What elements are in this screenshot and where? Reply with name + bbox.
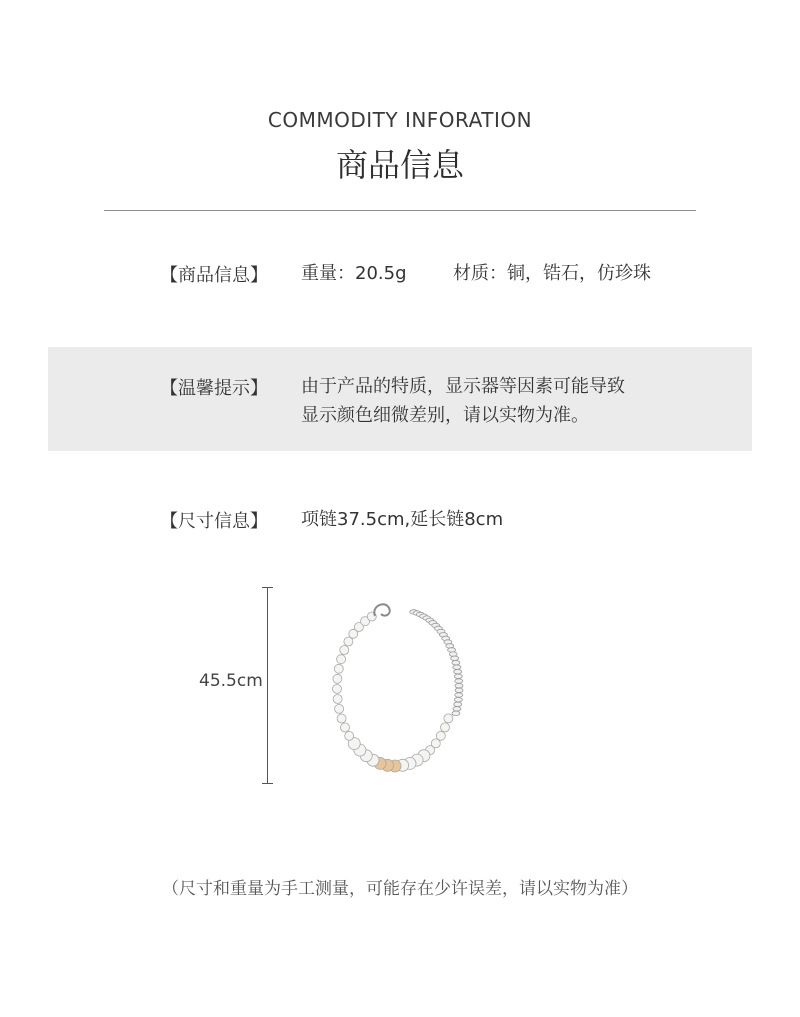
pearl-bead (337, 655, 346, 664)
chain-link (454, 702, 462, 706)
tip-line-1: 由于产品的特质，显示器等因素可能导致 (301, 376, 625, 397)
necklace-chain (410, 610, 463, 716)
tip-label: 【温馨提示】 (160, 378, 268, 399)
title-chinese: 商品信息 (335, 146, 464, 184)
chain-link (452, 711, 460, 715)
pearl-bead (334, 664, 343, 673)
material-text: 材质：铜，锆石，仿珍珠 (453, 263, 651, 284)
clasp-hook (374, 604, 389, 616)
pearl-bead (335, 704, 344, 713)
chain-link (455, 688, 463, 692)
pearl-bead (333, 695, 342, 704)
chain-link (448, 648, 456, 652)
chain-link (451, 656, 459, 660)
pearl-bead (333, 684, 342, 693)
pearl-bead (444, 714, 453, 723)
chain-link (449, 652, 457, 656)
height-scale-line (267, 587, 268, 783)
title-divider (104, 210, 696, 211)
chain-link (453, 665, 461, 669)
pearl-bead (345, 731, 354, 740)
tip-line-2: 显示颜色细微差别，请以实物为准。 (301, 405, 589, 426)
chain-link (454, 674, 462, 678)
product-info-label: 【商品信息】 (160, 265, 268, 286)
pearl-bead (337, 714, 346, 723)
title-english: COMMODITY INFORATION (267, 108, 533, 132)
pearl-bead (333, 674, 342, 683)
pearl-bead (341, 723, 350, 732)
chain-link (455, 684, 463, 688)
size-info-label: 【尺寸信息】 (160, 511, 268, 532)
size-info-text: 项链37.5cm,延长链8cm (301, 509, 504, 530)
height-label: 45.5cm (199, 671, 263, 691)
chain-link (453, 707, 461, 711)
pearl-bead (441, 723, 450, 732)
pearl-bead (340, 646, 349, 655)
chain-link (454, 670, 462, 674)
weight-text: 重量：20.5g (301, 263, 407, 284)
necklace-pearls (333, 612, 453, 772)
chain-link (454, 698, 462, 702)
height-scale-bottom-cap (262, 783, 273, 784)
measurement-note: （尺寸和重量为手工测量，可能存在少许误差，请以实物为准） (162, 879, 638, 899)
necklace-image (315, 590, 475, 780)
chain-link (455, 679, 463, 683)
height-scale-top-cap (262, 587, 273, 588)
chain-link (455, 693, 463, 697)
chain-link (452, 661, 460, 665)
